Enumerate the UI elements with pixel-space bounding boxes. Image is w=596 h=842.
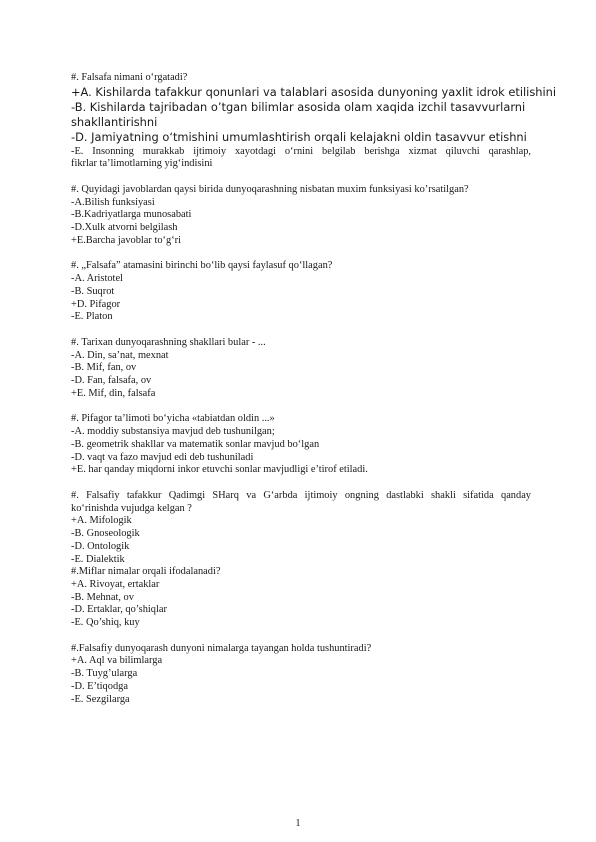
question-text: #.Miflar nimalar orqali ifodalanadi? — [71, 566, 221, 578]
test-questions — [71, 72, 557, 706]
answer-option: +A. Rivoyat, ertaklar — [71, 578, 160, 590]
answer-option: +E.Barcha javoblar to‘g‘ri — [71, 234, 182, 246]
answer-option: +E. har qanday miqdorni inkor etuvchi sonlar mavjudligi e’tirof etiladi. — [71, 464, 368, 476]
question-block-8 — [71, 643, 531, 707]
answer-option: -D. Ertaklar, qo’shiqlar — [71, 604, 167, 616]
question-text: #. „Falsafa” atamasini birinchi bo‘lib qaysi faylasuf qo‘llagan? — [71, 260, 333, 272]
page-number: 1 — [295, 818, 301, 829]
answer-option: +D. Pifagor — [71, 298, 121, 310]
answer-option: -A. Aristotel — [71, 273, 123, 285]
question-text: #. Pifagor ta’limoti bo‘yicha «tabiatdan oldin ...» — [71, 413, 275, 425]
question-block-3 — [71, 260, 531, 324]
answer-option: -B. Suqrot — [71, 285, 115, 297]
answer-option: +E. Mif, din, falsafa — [71, 387, 156, 399]
question-block-1 — [71, 72, 557, 171]
answer-option: -D.Xulk atvorni belgilash — [71, 222, 178, 234]
question-block-2 — [71, 184, 531, 248]
answer-option: -B. Mehnat, ov — [71, 591, 134, 603]
question-text-continued: ko‘rinishda vujudga kelgan ? — [71, 502, 192, 514]
answer-option: -A. moddiy substansiya mavjud deb tushunilgan; — [71, 426, 275, 438]
answer-option: -B. Mif, fan, ov — [71, 362, 137, 374]
answer-option: -B. Gnoseologik — [71, 528, 140, 540]
answer-option: -D. vaqt va fazo mavjud edi deb tushuniladi — [71, 451, 254, 463]
question-block-6 — [71, 490, 531, 566]
question-block-7 — [71, 566, 531, 630]
answer-option: -E. Platon — [71, 311, 113, 323]
question-text: #. Falsafiy tafakkur Qadimgi SHarq va G‘arbda ijtimoiy ongning dastlabki shakli sifatida qanday — [71, 489, 531, 501]
answer-option: -E. Qo’shiq, kuy — [71, 617, 140, 629]
answer-option: -E. Dialektik — [71, 553, 125, 565]
question-text: #.Falsafiy dunyoqarash dunyoni nimalarga tayangan holda tushuntiradi? — [71, 642, 372, 654]
question-text: #. Quyidagi javoblardan qaysi birida dunyoqarashning nisbatan muxim funksiyasi ko’rsatilgan? — [71, 183, 469, 195]
answer-option: -D. Fan, falsafa, ov — [71, 375, 152, 387]
answer-option: -A. Din, sa’nat, mexnat — [71, 349, 169, 361]
answer-option: -E. Sezgilarga — [71, 693, 130, 705]
question-block-4 — [71, 337, 531, 401]
answer-option: -D. E’tiqodga — [71, 680, 128, 692]
answer-option: -E. Insonning murakkab ijtimoiy xayotdagi o‘rnini belgilab berishga xizmat qiluvchi qarashlap, — [71, 145, 531, 157]
question-block-5 — [71, 413, 531, 477]
question-text: #. Tarixan dunyoqarashning shakllari bular - ... — [71, 336, 266, 348]
answer-option: -D. Ontologik — [71, 540, 130, 552]
answer-option: -B.Kadriyatlarga munosabati — [71, 209, 192, 221]
answer-option: -D. Jamiyatning o‘tmishini umumlashtirish orqali kelajakni oldin tasavvur etishni — [71, 130, 527, 145]
answer-option-continued: fikrlar ta’limotlarning yig‘indisini — [71, 158, 213, 170]
answer-option: -B. Kishilarda tajribadan o’tgan bilimlar asosida olam xaqida izchil tasavvurlarni shakllantirishni — [71, 99, 526, 130]
answer-option: +A. Aql va bilimlarga — [71, 655, 163, 667]
answer-option: +A. Kishilarda tafakkur qonunlari va talablari asosida dunyoning yaxlit idrok etilishini — [71, 84, 557, 99]
question-text: #. Falsafa nimani o‘rgatadi? — [71, 72, 188, 83]
answer-option: -A.Bilish funksiyasi — [71, 196, 155, 208]
answer-option: +A. Mifologik — [71, 515, 132, 527]
answer-option: -B. geometrik shakllar va matematik sonlar mavjud bo‘lgan — [71, 438, 320, 450]
answer-option: -B. Tuyg’ularga — [71, 668, 138, 680]
